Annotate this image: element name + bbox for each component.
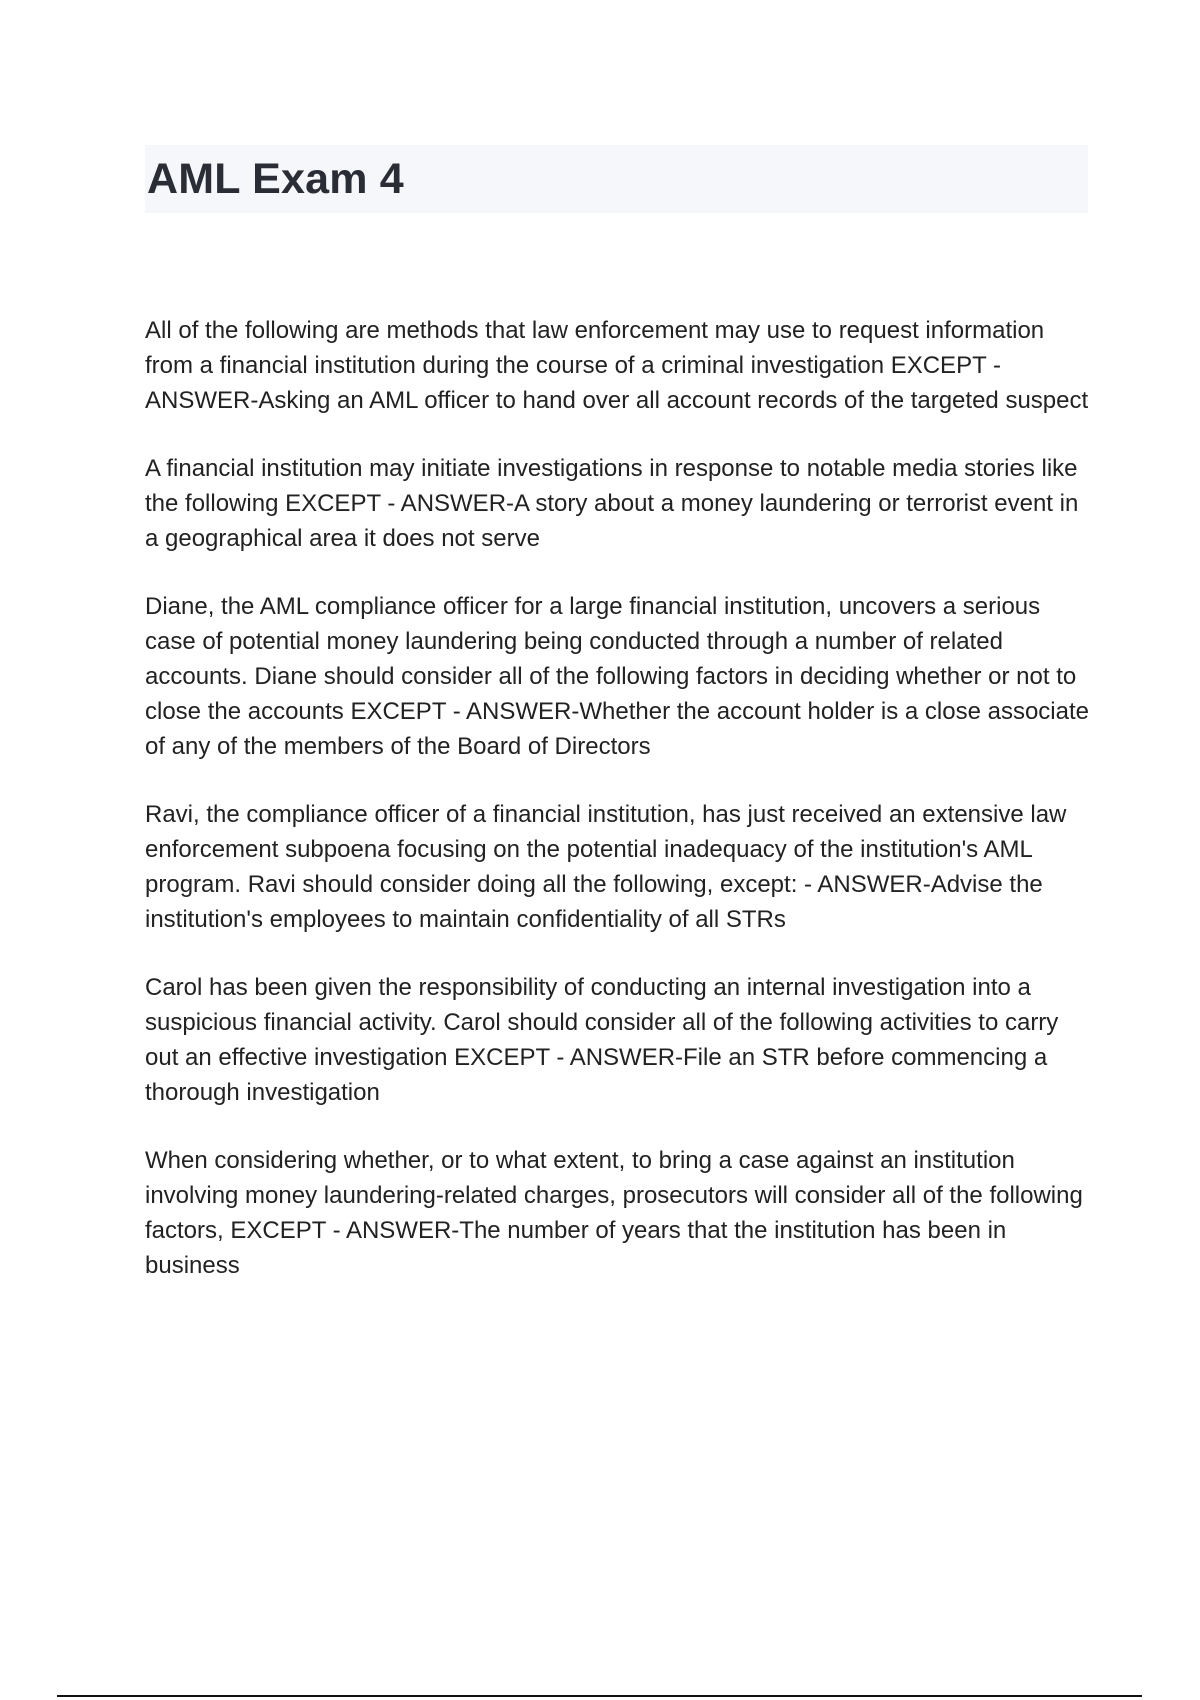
footer-divider xyxy=(57,1695,1142,1697)
qa-list xyxy=(145,313,1090,1316)
title-banner xyxy=(145,145,1088,213)
qa-entry-4: Ravi, the compliance officer of a financial institution, has just received an extensive law enforcement subpoena focusing on the potential inadequacy of the institution's AML program. Ravi should consider doing all the following, except: - ANSWER-Advise the institution's employees to maintain confidentiality of all STRs xyxy=(145,801,1067,933)
qa-entry-6: When considering whether, or to what extent, to bring a case against an institution involving money laundering-related charges, prosecutors will consider all of the following factors, EXCEPT - ANSWER-The number of years that the institution has been in business xyxy=(145,1147,1083,1279)
qa-entry-2: A financial institution may initiate investigations in response to notable media stories like the following EXCEPT - ANSWER-A story about a money laundering or terrorist event in a geographical area it does not serve xyxy=(145,455,1079,552)
page-title: AML Exam 4 xyxy=(147,154,404,203)
qa-entry-3: Diane, the AML compliance officer for a large financial institution, uncovers a serious case of potential money laundering being conducted through a number of related accounts. Diane should consider all of the following factors in deciding whether or not to close the accounts EXCEPT - ANSWER-Whether the account holder is a close associate of any of the members of the Board of Directors xyxy=(145,593,1089,760)
qa-entry-1: All of the following are methods that law enforcement may use to request information from a financial institution during the course of a criminal investigation EXCEPT - ANSWER-Asking an AML officer to hand over all account records of the targeted suspect xyxy=(145,317,1089,414)
qa-entry-5: Carol has been given the responsibility of conducting an internal investigation into a suspicious financial activity. Carol should consider all of the following activities to carry out an effective investigation EXCEPT - ANSWER-File an STR before commencing a thorough investigation xyxy=(145,974,1059,1106)
